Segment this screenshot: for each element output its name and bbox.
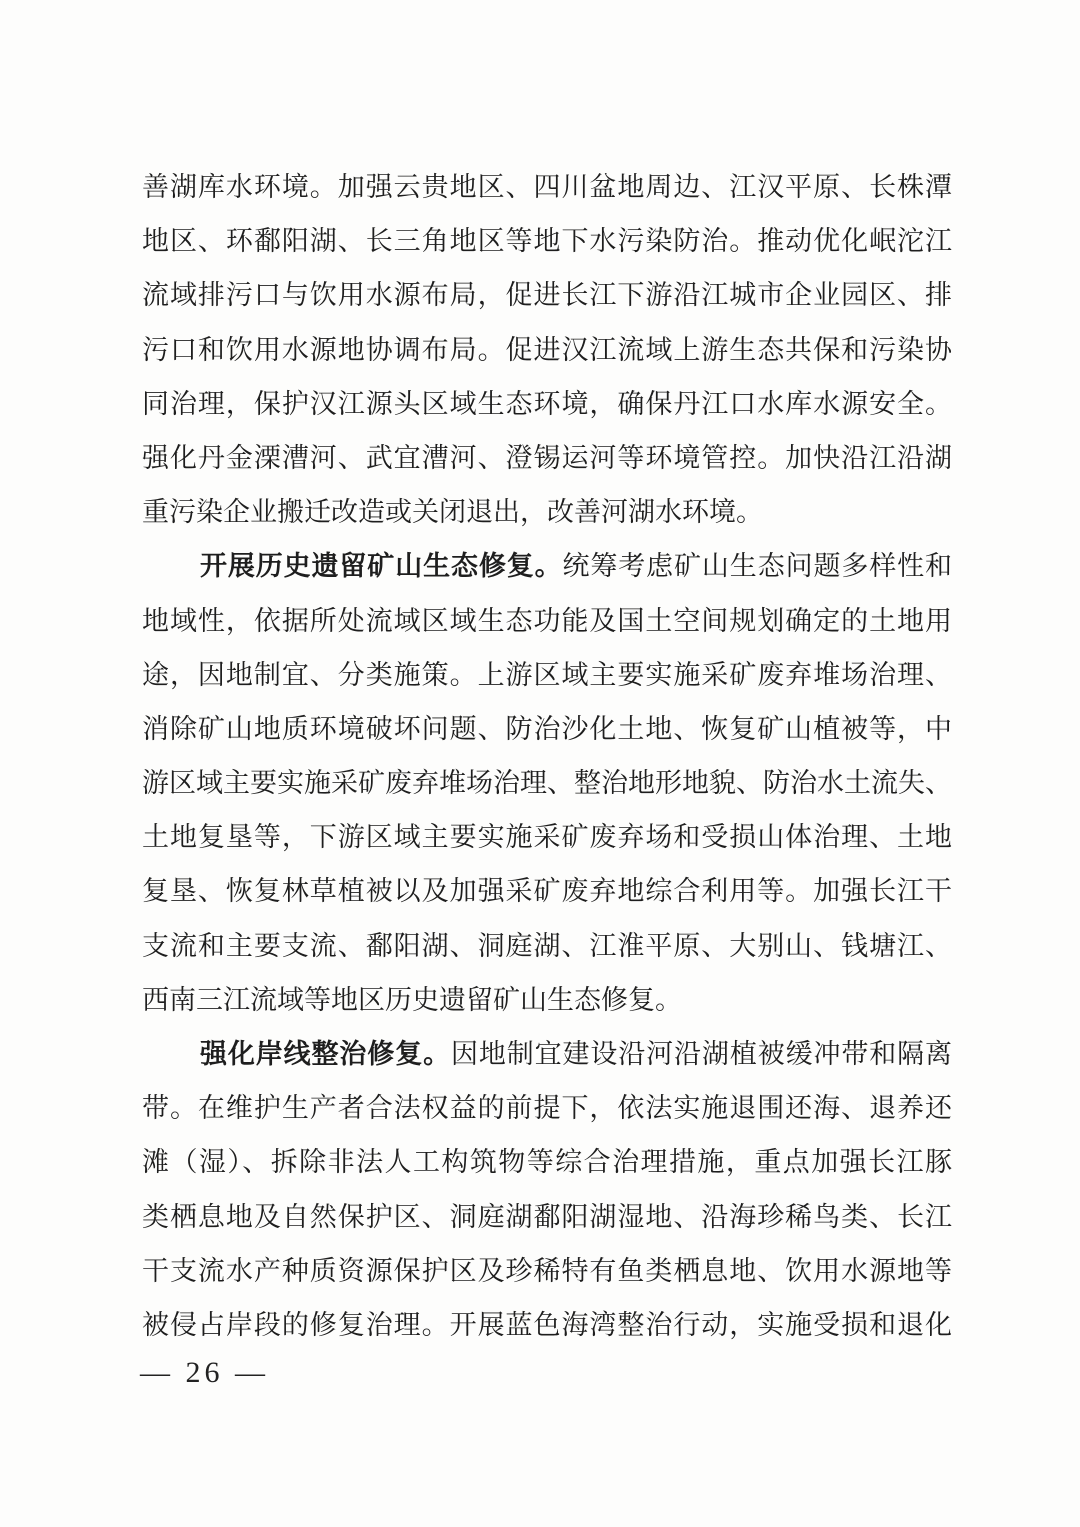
text-line: 强化丹金溧漕河、武宜漕河、澄锡运河等环境管控。加快沿江沿湖 bbox=[142, 442, 952, 473]
paragraph-lead-bold: 强化岸线整治修复。 bbox=[200, 1039, 451, 1069]
text-line: 复垦、恢复林草植被以及加强采矿废弃地综合利用等。加强长江干 bbox=[142, 876, 952, 907]
text-line: 干支流水产种质资源保护区及珍稀特有鱼类栖息地、饮用水源地等 bbox=[142, 1255, 952, 1286]
text-line: 西南三江流域等地区历史遗留矿山生态修复。 bbox=[142, 984, 682, 1015]
text-line: 善湖库水环境。加强云贵地区、四川盆地周边、江汉平原、长株潭 bbox=[142, 172, 952, 202]
text-line: 游区域主要实施采矿废弃堆场治理、整治地形地貌、防治水土流失、 bbox=[142, 768, 952, 799]
text-line: 重污染企业搬迁改造或关闭退出，改善河湖水环境。 bbox=[142, 497, 763, 528]
text-line: 同治理，保护汉江源头区域生态环境，确保丹江口水库水源安全。 bbox=[142, 388, 952, 419]
text-line: 地域性，依据所处流域区域生态功能及国土空间规划确定的土地用 bbox=[142, 605, 952, 636]
text-line: 途，因地制宜、分类施策。上游区域主要实施采矿废弃堆场治理、 bbox=[142, 659, 952, 690]
document-text-block bbox=[142, 160, 952, 1352]
page-number: — 26 — bbox=[140, 1356, 269, 1389]
text-line: 带。在维护生产者合法权益的前提下，依法实施退围还海、退养还 bbox=[142, 1093, 952, 1124]
text-line: 类栖息地及自然保护区、洞庭湖鄱阳湖湿地、沿海珍稀鸟类、长江 bbox=[142, 1201, 952, 1232]
paragraph-lead-bold: 开展历史遗留矿山生态修复。 bbox=[200, 551, 563, 582]
text-line: 强化岸线整治修复。因地制宜建设沿河沿湖植被缓冲带和隔离 bbox=[200, 1039, 952, 1069]
text-line: 流域排污口与饮用水源布局，促进长江下游沿江城市企业园区、排 bbox=[142, 280, 952, 311]
text-line: 被侵占岸段的修复治理。开展蓝色海湾整治行动，实施受损和退化 bbox=[142, 1309, 952, 1340]
text-line: 地区、环鄱阳湖、长三角地区等地下水污染防治。推动优化岷沱江 bbox=[142, 226, 952, 257]
text-line: 土地复垦等，下游区域主要实施采矿废弃场和受损山体治理、土地 bbox=[142, 822, 952, 853]
text-line: 支流和主要支流、鄱阳湖、洞庭湖、江淮平原、大别山、钱塘江、 bbox=[142, 930, 952, 961]
text-line: 开展历史遗留矿山生态修复。统筹考虑矿山生态问题多样性和 bbox=[200, 551, 952, 582]
text-line: 消除矿山地质环境破坏问题、防治沙化土地、恢复矿山植被等，中 bbox=[142, 713, 952, 744]
text-line: 污口和饮用水源地协调布局。促进汉江流域上游生态共保和污染协 bbox=[142, 334, 952, 365]
text-line: 滩（湿）、拆除非法人工构筑物等综合治理措施，重点加强长江豚 bbox=[142, 1147, 952, 1178]
